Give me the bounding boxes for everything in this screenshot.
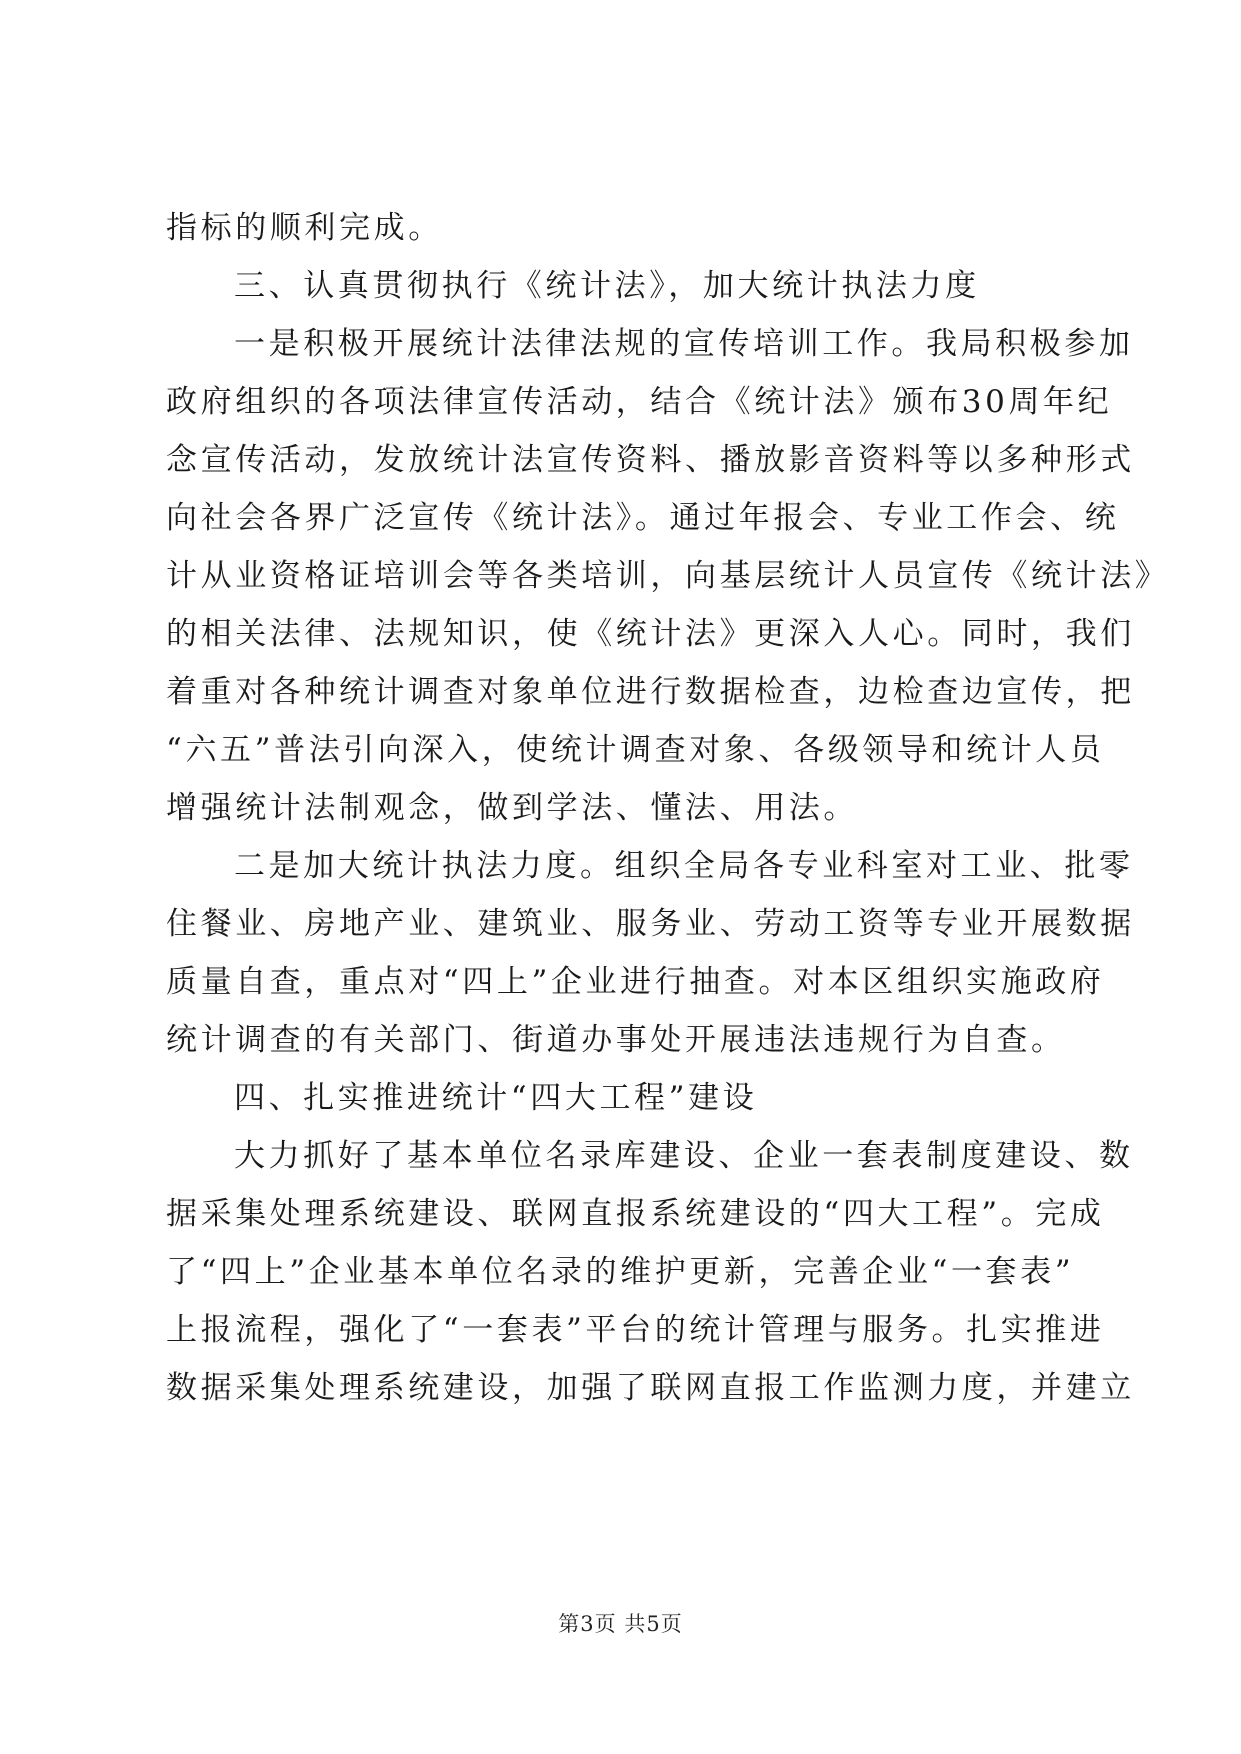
text-line: 据采集处理系统建设、联网直报系统建设的“四大工程”。完成 [166,1196,1105,1232]
text-line: 数据采集处理系统建设，加强了联网直报工作监测力度，并建立 [166,1370,1135,1406]
section-heading: 三、认真贯彻执行《统计法》，加大统计执法力度 [234,268,980,304]
paragraph-line: 大力抓好了基本单位名录库建设、企业一套表制度建设、数 [234,1138,1134,1174]
text-line: 统计调查的有关部门、街道办事处开展违法违规行为自查。 [166,1022,1066,1058]
text-line: 政府组织的各项法律宣传活动，结合《统计法》颁布30周年纪 [166,384,1113,420]
text-line: 上报流程，强化了“一套表”平台的统计管理与服务。扎实推进 [166,1312,1105,1348]
text-line: 着重对各种统计调查对象单位进行数据检查，边检查边宣传，把 [166,674,1135,710]
text-line: 指标的顺利完成。 [166,210,443,246]
text-line: 念宣传活动，发放统计法宣传资料、播放影音资料等以多种形式 [166,442,1135,478]
text-line: 向社会各界广泛宣传《统计法》。通过年报会、专业工作会、统 [166,500,1120,536]
text-line: “六五”普法引向深入，使统计调查对象、各级领导和统计人员 [166,732,1105,768]
text-line: 增强统计法制观念，做到学法、懂法、用法。 [166,790,858,826]
section-heading: 四、扎实推进统计“四大工程”建设 [234,1080,758,1116]
paragraph-line: 二是加大统计执法力度。组织全局各专业科室对工业、批零 [234,848,1134,884]
text-line: 计从业资格证培训会等各类培训，向基层统计人员宣传《统计法》 [166,558,1170,594]
page-number-footer: 第3页 共5页 [558,1612,683,1636]
text-line: 质量自查，重点对“四上”企业进行抽查。对本区组织实施政府 [166,964,1105,1000]
text-line: 住餐业、房地产业、建筑业、服务业、劳动工资等专业开展数据 [166,906,1135,942]
text-line: 的相关法律、法规知识，使《统计法》更深入人心。同时，我们 [166,616,1135,652]
paragraph-line: 一是积极开展统计法律法规的宣传培训工作。我局积极参加 [234,326,1134,362]
text-line: 了“四上”企业基本单位名录的维护更新，完善企业“一套表” [166,1254,1075,1290]
